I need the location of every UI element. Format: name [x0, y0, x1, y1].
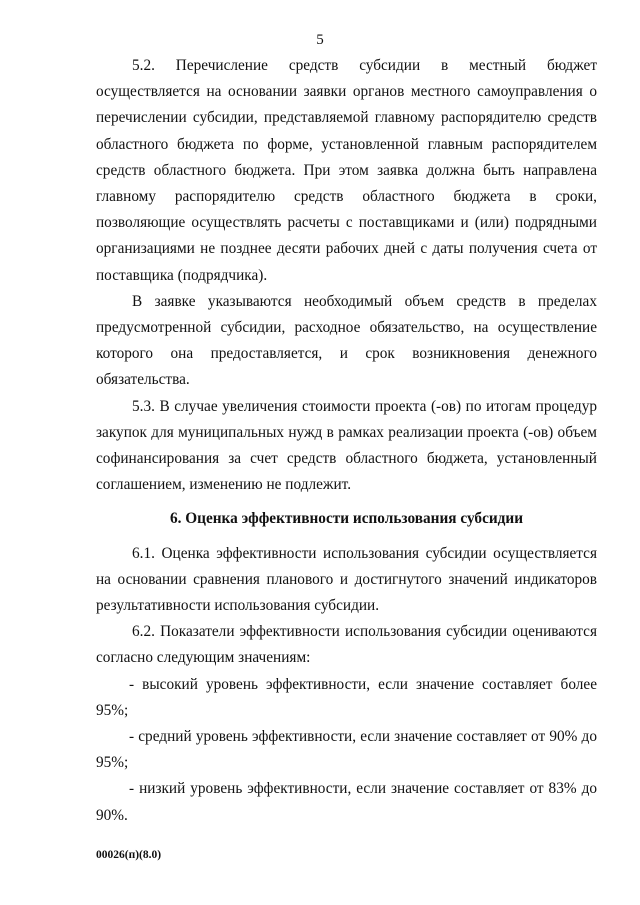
document-body: [96, 53, 597, 829]
paragraph-6-2: 6.2. Показатели эффективности использования субсидии оцениваются согласно следующим значениям:: [96, 623, 597, 667]
paragraph-5-3: 5.3. В случае увеличения стоимости проекта (-ов) по итогам процедур закупок для муниципальных нужд в рамках реализации проекта (-ов) объем софинансирования за счет средств областного бюджета, установленный соглашением, изменению не подлежит.: [96, 397, 597, 494]
paragraph-application-content: В заявке указываются необходимый объем средств в пределах предусмотренной субсидии, расходное обязательство, на осуществление которого она предоставляется, и срок возникновения денежного обязательства.: [96, 292, 597, 389]
list-item-low: - низкий уровень эффективности, если значение составляет от 83% до 90%.: [96, 780, 597, 824]
list-item-high: - высокий уровень эффективности, если значение составляет более 95%;: [96, 675, 597, 719]
paragraph-6-1: 6.1. Оценка эффективности использования субсидии осуществляется на основании сравнения планового и достигнутого значений индикаторов результативности использования субсидии.: [96, 544, 597, 615]
footer-code: 00026(п)(8.0): [96, 849, 162, 861]
section-heading: 6. Оценка эффективности использования субсидии: [169, 510, 524, 528]
page-number: 5: [316, 32, 324, 48]
paragraph-5-2: 5.2. Перечисление средств субсидии в местный бюджет осуществляется на основании заявки органов местного самоуправления о перечислении субсидии, представляемой главному распорядителю средств областного бюджета по форме, установленной главным распорядителем средств областного бюджета. При этом заявка должна быть направлена главному распорядителю средств областного бюджета в сроки, позволяющие осуществлять расчеты с поставщиками и (или) подрядными организациями не позднее десяти рабочих дней с даты получения счета от поставщика (подрядчика).: [96, 57, 597, 284]
list-item-medium: - средний уровень эффективности, если значение составляет от 90% до 95%;: [96, 728, 597, 772]
